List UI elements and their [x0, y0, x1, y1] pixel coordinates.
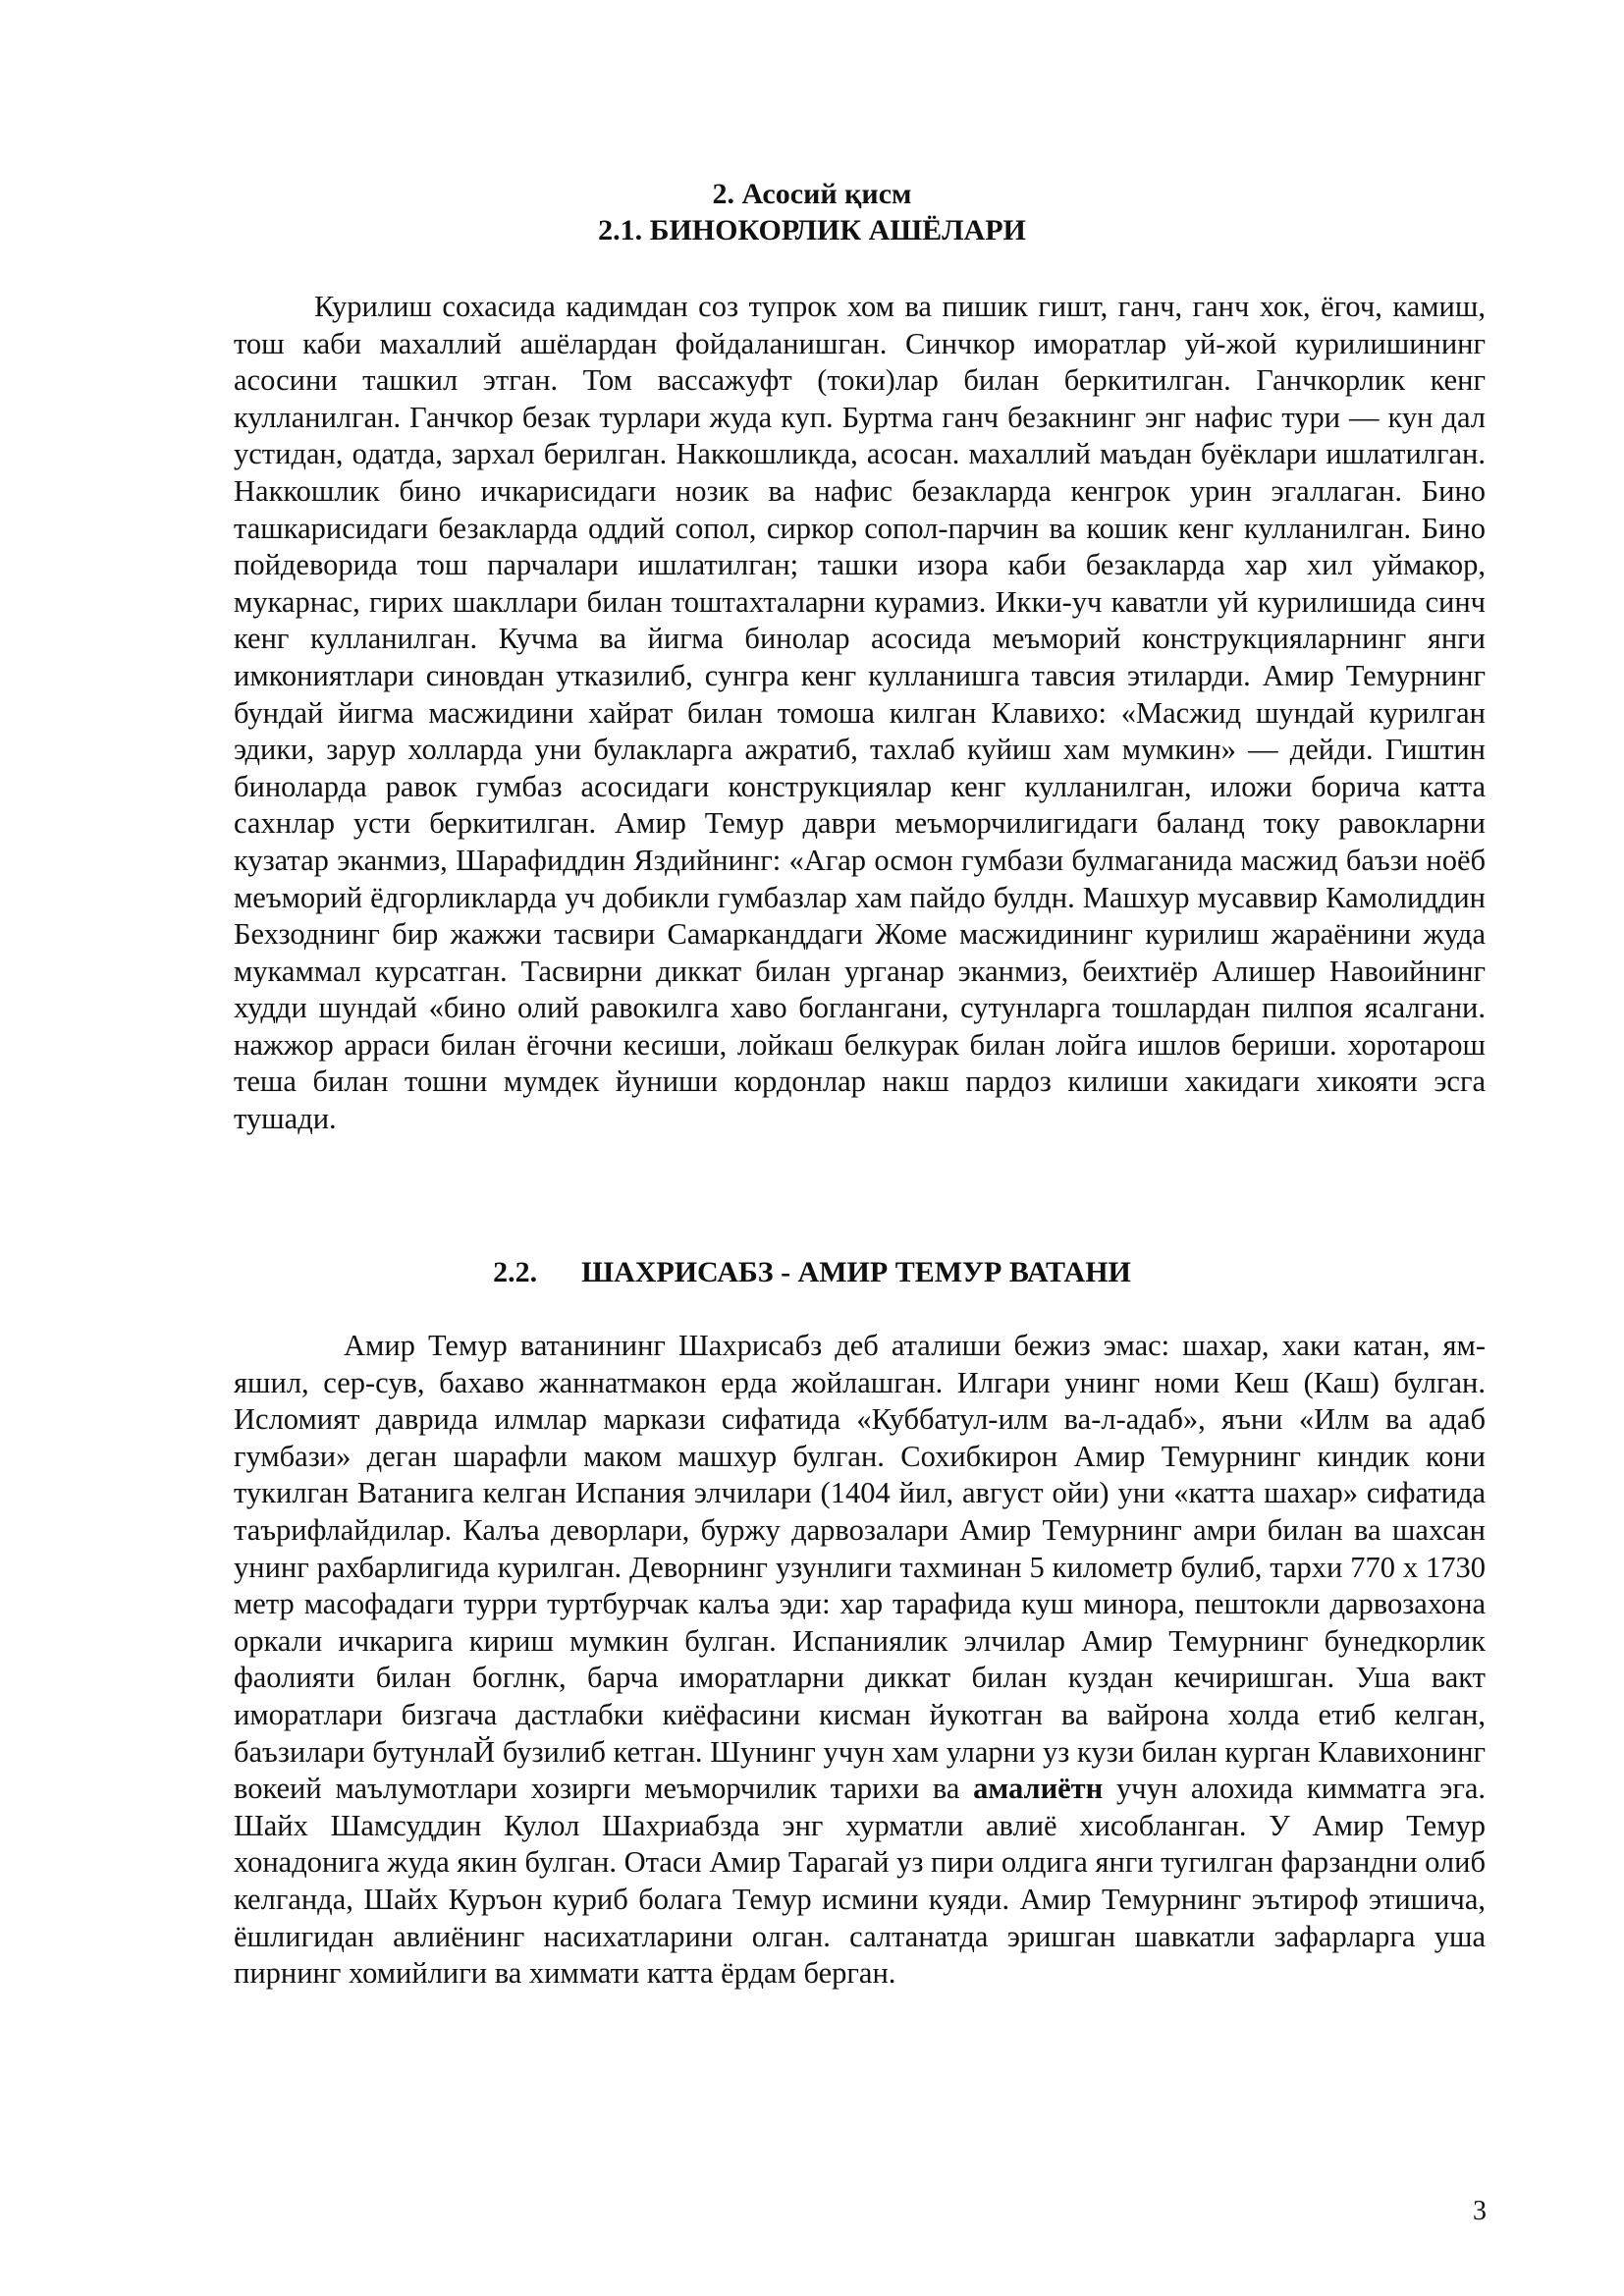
paragraph-materials [234, 289, 1486, 1138]
page-number: 3 [1473, 2196, 1487, 2226]
section-2-heading [0, 1255, 1624, 1290]
paragraph-1-text: Курилиш сохасида кадимдан соз тупрок хом ва пишик гишт, ганч, ганч хок, ёгоч, камиш, тош каби махаллий ашёлардан фойдаланишган. Синчкор иморатлар уй-жой курилишининг асосини ташкил этган. Том вассажуфт (токи)лар билан беркитилган. Ганчкорлик кенг кулланилган. Ганчкор безак турлари жуда куп. Буртма ганч безакнинг энг нафис тури — кун дал устидан, одатда, зархал берилган. Наккошликда, асосан. махаллий маъдан буёклари ишлатилган. Наккошлик бино ичкарисидаги нозик ва нафис безакларда кенгрок урин эгаллаган. Бино ташкарисидаги безакларда оддий сопол, сиркор сопол-парчин ва кошик кенг кулланилган. Бино пойдеворида тош парчалари ишлатилган; ташки изора каби безакларда хар хил уймакор, мукарнас, гирих шакллари билан тоштахталарни курамиз. Икки-уч каватли уй курилишида синч кенг кулланилган. Кучма ва йигма бинолар асосида меъморий конструкцияларнинг янги имкониятлари синовдан утказилиб, сунгра кенг кулланишга тавсия этиларди. Амир Темурнинг бундай йигма масжидини хайрат билан томоша килган Клавихо: «Масжид шундай курилган эдики, зарур холларда уни булакларга ажратиб, тахлаб куйиш хам мумкин» — дейди. Гиштин биноларда равок гумбаз асосидаги конструкциялар кенг кулланилган, иложи борича катта сахнлар усти беркитилган. Амир Темур даври меъморчилигидаги баланд току равокларни кузатар эканмиз, Шарафиддин Яздийнинг: «Агар осмон гумбази булмаганида масжид баъзи ноёб меъморий ёдгорликларда уч добикли гумбазлар хам пайдо булдн. Машхур мусаввир Камолиддин Бехзоднинг бир жажжи тасвири Самарканддаги Жоме масжидининг курилиш жараёнини жуда мукаммал курсатган. Тасвирни диккат билан урганар эканмиз, беихтиёр Алишер Навоийнинг худди шундай «бино олий равокилга хаво боглангани, сутунларга тошлардан пилпоя ясалгани. нажжор арраси билан ёгочни кесиши, лойкаш белкурак билан лойга ишлов бериши. хоротарош теша билан тошни мумдек йуниши кордонлар накш пардоз килиши хакидаги хикояти эсга тушади. [234, 290, 1486, 1136]
section-heading: 2. Асосий қисм [712, 178, 912, 210]
subsection-heading: 2.1. БИНОКОРЛИК АШЁЛАРИ [598, 214, 1026, 246]
paragraph-2-part-1: Амир Темур ватанининг Шахрисабз деб аталиши бежиз эмас: шахар, хаки катан, ям-яшил, сер-сув, бахаво жаннатмакон ерда жойлашган. Илгари унинг номи Кеш (Каш) булган. Исломият даврида илмлар маркази сифатида «Куббатул-илм ва-л-адаб», яъни «Илм ва адаб гумбази» деган шарафли маком машхур булган. Сохибкирон Амир Темурнинг киндик кони тукилган Ватанига келган Испания элчилари (1404 йил, август ойи) уни «катта шахар» сифатида таърифлайдилар. Калъа деворлари, буржу дарвозалари Амир Темурнинг амри билан ва шахсан унинг рахбарлигида курилган. Деворнинг узунлиги тахминан 5 километр булиб, тархи 770 х 1730 метр масофадаги турри туртбурчак калъа эди: хар тарафида куш минора, пештокли дарвозахона оркали ичкарига кириш мумкин булган. Испаниялик элчилар Амир Темурнинг бунедкорлик фаолияти билан боглнк, барча иморатларни диккат билан куздан кечиришган. Уша вакт иморатлари бизгача дастлабки киёфасини кисман йукотган ва вайрона холда етиб келган, баъзилари бутунлаЙ бузилиб кетган. Шунинг учун хам уларни уз кузи билан курган Клавихонинг вокеий маълумотлари хозирги меъморчилик тарихи ва [234, 1329, 1486, 1806]
section-2-number: 2.2. [493, 1256, 538, 1288]
section-2-title: ШАХРИСАБЗ - АМИР ТЕМУР ВАТАНИ [581, 1256, 1131, 1288]
paragraph-shahrisabz [234, 1328, 1486, 1993]
paragraph-2-bold-word: амалиётн [973, 1772, 1104, 1806]
paragraph-2-part-2: учун алохида кимматга эга. Шайх Шамсуддин Кулол Шахриабзда энг хурматли авлиё хисобланган. У Амир Темур хонадонига жуда якин булган. Отаси Амир Тарагай уз пири олдига янги тугилган фарзандни олиб келганда, Шайх Куръон куриб болага Темур исмини куяди. Амир Темурнинг эътироф этишича, ёшлигидан авлиёнинг насихатларини олган. салтанатда эришган шавкатли зафарларга уша пирнинг хомийлиги ва химмати катта ёрдам берган. [234, 1772, 1487, 1991]
paragraph-2-text [234, 1328, 1486, 1993]
